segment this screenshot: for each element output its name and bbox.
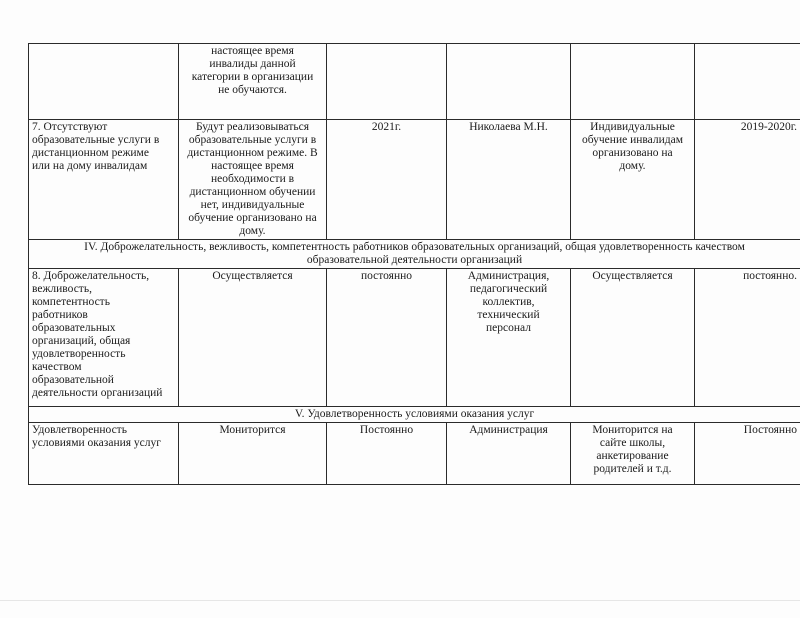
text-line: категории в организации <box>191 71 314 83</box>
text-line: 7. Отсутствуют <box>32 121 108 133</box>
text-line: обучение организовано на <box>188 212 317 224</box>
text-line: дому. <box>619 160 646 172</box>
cell-measure <box>179 120 327 240</box>
text-line: Удовлетворенность <box>32 424 127 436</box>
text-line: образовательной <box>32 374 114 386</box>
text-line: не обучаются. <box>218 84 287 96</box>
section-header-v <box>29 407 800 423</box>
cell-result <box>571 44 695 120</box>
section-title: V. Удовлетворенность условиями оказания услуг <box>29 407 800 423</box>
cell-criterion <box>29 120 179 240</box>
cell-responsible: Николаева М.Н. <box>447 120 571 240</box>
text-line: деятельности организаций <box>32 387 163 399</box>
text-line: компетентность <box>32 296 110 308</box>
text-line: сайте школы, <box>599 437 666 449</box>
text-line: настоящее время <box>211 45 294 57</box>
text-line: анкетирование <box>596 450 669 462</box>
cell-criterion <box>29 269 179 407</box>
table-row-continued <box>29 44 800 120</box>
cell-measure: Мониторится <box>179 423 327 485</box>
cell-measure <box>179 44 327 120</box>
cell-deadline: 2021г. <box>327 120 447 240</box>
text-line: обучение инвалидам <box>581 134 683 146</box>
table-row-9 <box>29 423 800 485</box>
text-line: удовлетворенность <box>32 348 126 360</box>
cell-actual-date: 2019-2020г. <box>695 120 800 240</box>
table-row-7 <box>29 120 800 240</box>
text-line: технический <box>477 309 540 321</box>
text-line: организовано на <box>592 147 673 159</box>
text-line: необходимости в <box>210 173 295 185</box>
text-line: дому. <box>239 225 266 237</box>
cell-deadline: постоянно <box>327 269 447 407</box>
text-line: инвалиды данной <box>209 58 296 70</box>
text-line: качеством <box>32 361 82 373</box>
text-line: IV. Доброжелательность, вежливость, компетентность работников образовательных организаций, общая удовлетворенность качеством <box>84 241 745 253</box>
text-line: нет, индивидуальные <box>200 199 305 211</box>
cell-actual-date: Постоянно <box>695 423 800 485</box>
text-line: образовательной деятельности организаций <box>306 254 523 266</box>
cell-deadline: Постоянно <box>327 423 447 485</box>
text-line: организаций, общая <box>32 335 131 347</box>
text-line: дистанционном режиме. В <box>187 147 318 159</box>
improvement-plan-table <box>28 43 800 485</box>
scan-edge-divider <box>0 600 800 601</box>
text-line: образовательных <box>32 322 116 334</box>
cell-result <box>571 423 695 485</box>
text-line: образовательные услуги в <box>32 134 160 146</box>
text-line: Администрация, <box>467 270 550 282</box>
text-line: Мониторится на <box>592 424 673 436</box>
text-line: 8. Доброжелательность, <box>32 270 150 282</box>
text-line: персонал <box>486 322 531 334</box>
text-line: дистанционном режиме <box>32 147 149 159</box>
text-line: настоящее время <box>211 160 294 172</box>
cell-actual-date <box>695 44 800 120</box>
text-line: образовательные услуги в <box>188 134 317 146</box>
text-line: работников <box>32 309 88 321</box>
text-line: педагогический <box>469 283 548 295</box>
table-row-8 <box>29 269 800 407</box>
text-line: или на дому инвалидам <box>32 160 148 172</box>
text-line: условиями оказания услуг <box>32 437 161 449</box>
cell-responsible <box>447 44 571 120</box>
cell-responsible <box>447 269 571 407</box>
section-title <box>29 240 800 269</box>
cell-measure: Осуществляется <box>179 269 327 407</box>
cell-criterion <box>29 423 179 485</box>
text-line: вежливость, <box>32 283 92 295</box>
cell-actual-date: постоянно. <box>695 269 800 407</box>
cell-deadline <box>327 44 447 120</box>
cell-result <box>571 120 695 240</box>
cell-result: Осуществляется <box>571 269 695 407</box>
cell-criterion <box>29 44 179 120</box>
text-line: Будут реализовываться <box>195 121 310 133</box>
text-line: коллектив, <box>482 296 535 308</box>
text-line: родителей и т.д. <box>593 463 672 475</box>
text-line: дистанционном обучении <box>189 186 316 198</box>
text-line: Индивидуальные <box>590 121 675 133</box>
section-header-iv <box>29 240 800 269</box>
cell-responsible: Администрация <box>447 423 571 485</box>
